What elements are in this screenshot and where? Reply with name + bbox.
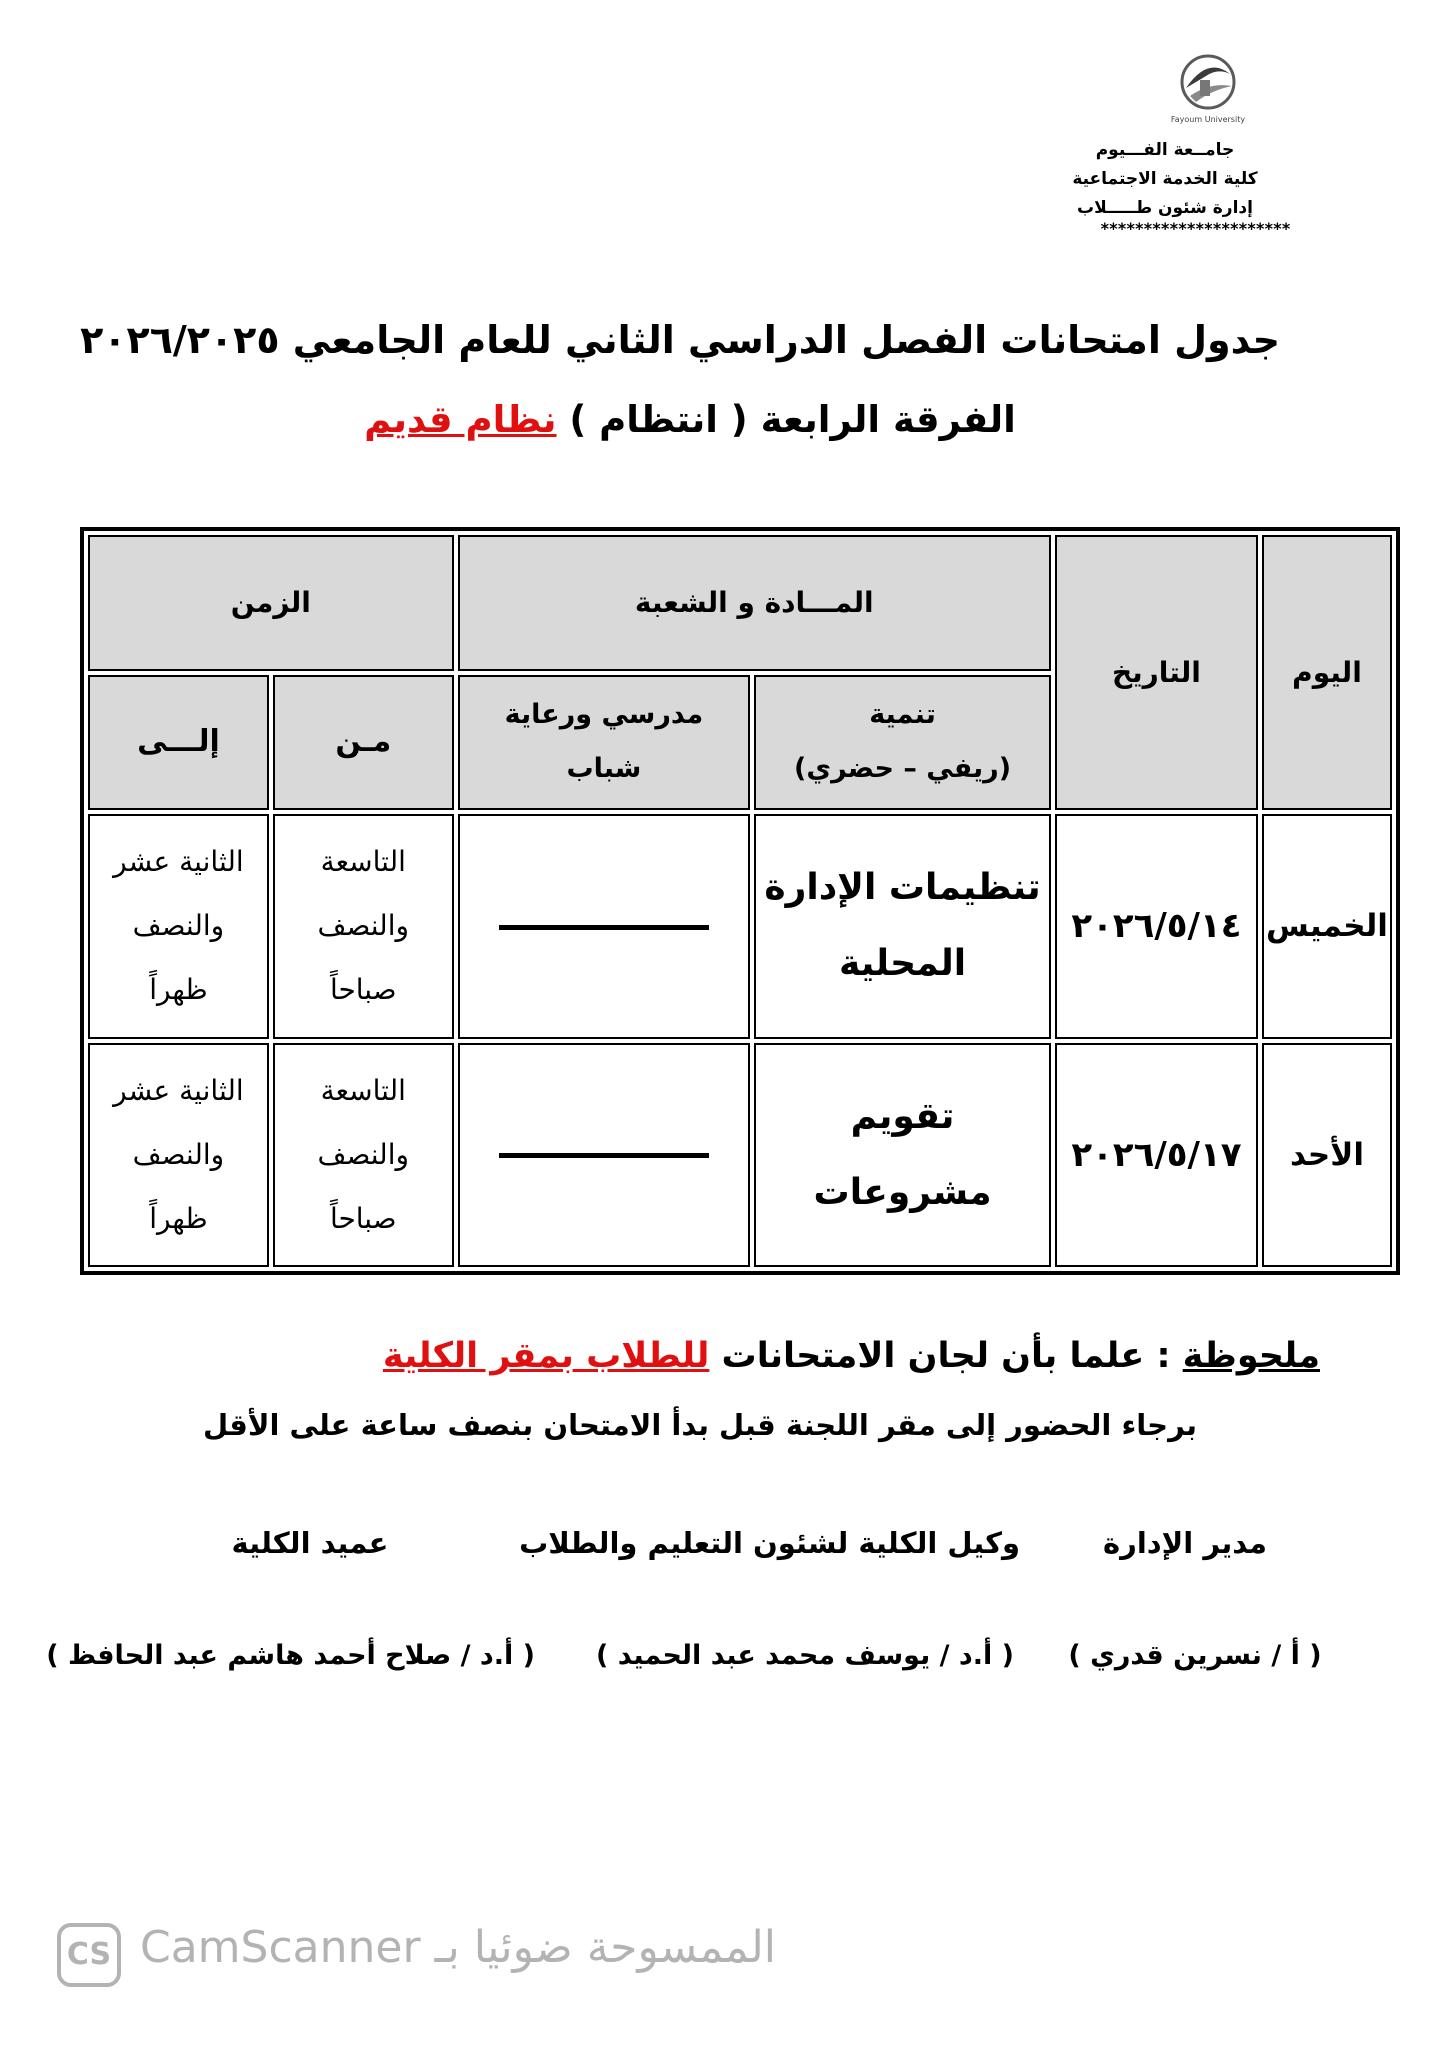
subheader-teachers-youth: مدرسي ورعاية شباب <box>458 675 751 811</box>
note-text: علما بأن لجان الامتحانات <box>709 1336 1145 1376</box>
dash-line <box>499 925 709 930</box>
note-line: ملحوظة : علما بأن لجان الامتحانات للطلاب بمقر الكلية <box>382 1336 1320 1376</box>
university-name: جامــعة الفـــيوم <box>1095 140 1235 160</box>
university-logo-icon <box>1160 52 1256 126</box>
camscanner-icon: CS <box>57 1923 121 1987</box>
dash-line <box>499 1153 709 1158</box>
signature-name-admin-manager: ( أ / نسرين قدري ) <box>1068 1640 1322 1671</box>
header-text-block <box>1000 136 1330 223</box>
header-subject: المـــادة و الشعبة <box>458 535 1051 671</box>
row-time-from: التاسعة والنصف صباحاً <box>273 814 454 1038</box>
grade-label: الفرقة الرابعة ( انتظام ) <box>569 398 1016 441</box>
department-name: إدارة شئون طـــــلاب <box>1077 198 1253 218</box>
subheader-from: مـن <box>273 675 454 811</box>
signature-title-admin-manager: مدير الإدارة <box>1103 1526 1267 1560</box>
svg-text:Fayoum University: Fayoum University <box>1170 115 1246 124</box>
note-highlight: للطلاب بمقر الكلية <box>382 1336 710 1376</box>
row-time-to: الثانية عشر والنصف ظهراً <box>88 814 269 1038</box>
row-day: الخميس <box>1262 814 1392 1038</box>
note-label: ملحوظة <box>1182 1336 1320 1376</box>
subheader-to: إلـــى <box>88 675 269 811</box>
signature-title-dean: عميد الكلية <box>231 1526 389 1560</box>
row-time-from: التاسعة والنصف صباحاً <box>273 1043 454 1268</box>
subheader-development: تنمية (ريفي – حضري) <box>754 675 1051 811</box>
row-empty-dash <box>458 1043 751 1268</box>
attendance-instruction: برجاء الحضور إلى مقر اللجنة قبل بدأ الامتحان بنصف ساعة على الأقل <box>202 1408 1197 1442</box>
page-title: جدول امتحانات الفصل الدراسي الثاني للعام الجامعي ٢٠٢٦/٢٠٢٥ <box>80 318 1280 362</box>
table-row <box>88 814 1392 1038</box>
header-date: التاريخ <box>1055 535 1258 810</box>
signature-title-vice-dean: وكيل الكلية لشئون التعليم والطلاب <box>519 1526 1020 1560</box>
row-date: ٢٠٢٦/٥/١٧ <box>1055 1043 1258 1268</box>
exam-schedule-table <box>80 527 1400 1275</box>
row-empty-dash <box>458 814 751 1038</box>
table-row <box>88 1043 1392 1268</box>
camscanner-watermark: الممسوحة ضوئيا بـ CamScanner <box>140 1922 776 1973</box>
header-day: اليوم <box>1262 535 1392 810</box>
header-time: الزمن <box>88 535 454 671</box>
row-subject: تقويم مشروعات <box>754 1043 1051 1268</box>
row-date: ٢٠٢٦/٥/١٤ <box>1055 814 1258 1038</box>
row-time-to: الثانية عشر والنصف ظهراً <box>88 1043 269 1268</box>
page-subtitle <box>100 398 1280 441</box>
system-highlight: نظام قديم <box>364 398 557 441</box>
signature-name-vice-dean: ( أ.د / يوسف محمد عبد الحميد ) <box>596 1640 1014 1671</box>
header-divider: ********************** <box>1100 219 1290 238</box>
faculty-name: كلية الخدمة الاجتماعية <box>1072 169 1258 189</box>
row-day: الأحد <box>1262 1043 1392 1268</box>
signature-name-dean: ( أ.د / صلاح أحمد هاشم عبد الحافظ ) <box>46 1640 535 1671</box>
row-subject: تنظيمات الإدارة المحلية <box>754 814 1051 1038</box>
